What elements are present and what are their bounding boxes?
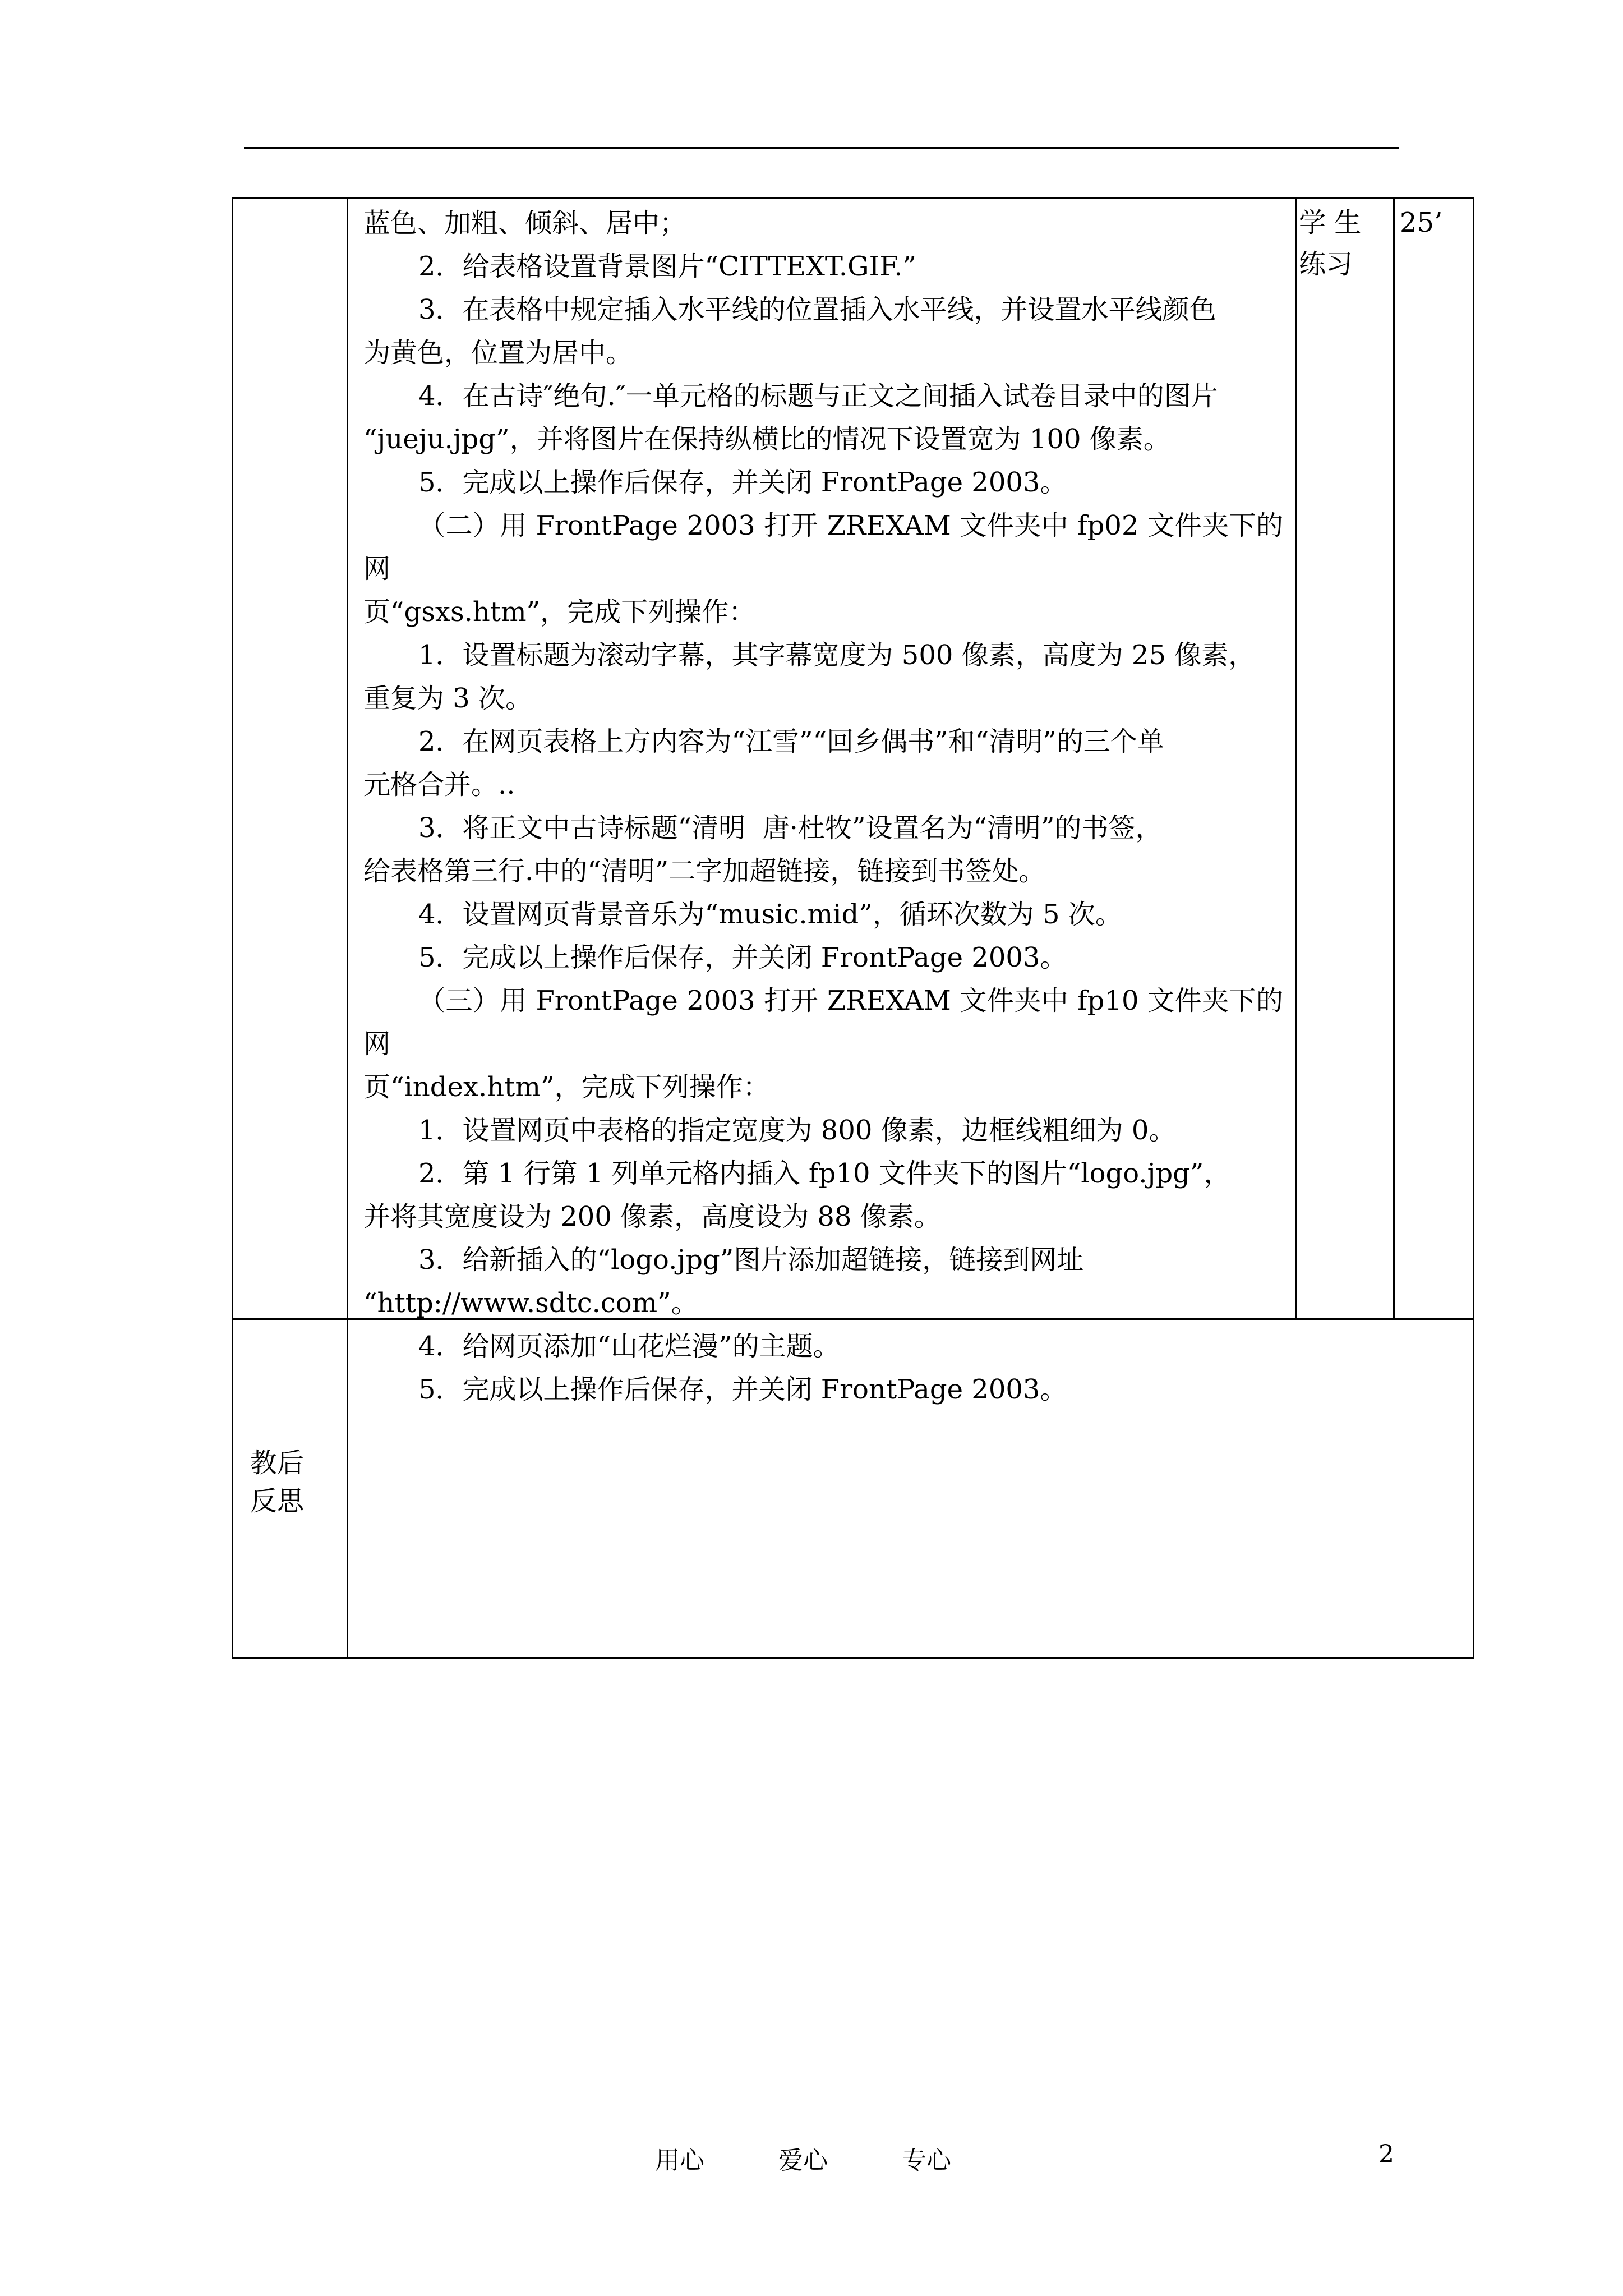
instruction-line: 3．在表格中规定插入水平线的位置插入水平线，并设置水平线颜色	[418, 294, 1216, 325]
instruction-line: 3．将正文中古诗标题“清明 唐·杜牧”设置名为“清明”的书签，	[418, 812, 1163, 844]
instruction-line: 页“gsxs.htm”，完成下列操作：	[363, 596, 756, 628]
reflection-line: 反思	[250, 1485, 305, 1517]
instruction-line: 4．设置网页背景音乐为“music.mid”，循环次数为 5 次。	[418, 899, 1122, 930]
time-cell: 25’	[1400, 207, 1443, 238]
instruction-line: 元格合并。..	[363, 769, 515, 800]
instruction-line: 2．在网页表格上方内容为“江雪”“回乡偶书”和“清明”的三个单	[418, 726, 1164, 757]
instruction-line: 5．完成以上操作后保存，并关闭 FrontPage 2003。	[418, 942, 1067, 973]
instruction-line: 2．给表格设置背景图片“CITTEXT.GIF.”	[418, 251, 917, 282]
instruction-line: 重复为 3 次。	[363, 683, 533, 714]
instruction-line: 4．在古诗″绝句.″一单元格的标题与正文之间插入试卷目录中的图片	[418, 380, 1218, 412]
instruction-line: 2．第 1 行第 1 列单元格内插入 fp10 文件夹下的图片“logo.jpg”，	[418, 1158, 1231, 1189]
activity-line: 练习	[1299, 249, 1353, 280]
instruction-line: 给表格第三行.中的“清明”二字加超链接，链接到书签处。	[363, 855, 1046, 887]
col-divider-3	[1393, 199, 1395, 1318]
instruction-line: 5．完成以上操作后保存，并关闭 FrontPage 2003。	[418, 467, 1067, 498]
col-divider-2	[1295, 199, 1297, 1318]
instructions-cell	[363, 202, 1283, 1411]
motto-word: 专心	[902, 2146, 951, 2175]
instruction-line: 为黄色，位置为居中。	[363, 337, 633, 369]
activity-line: 学 生	[1299, 207, 1362, 238]
instruction-line: （三）用 FrontPage 2003 打开 ZREXAM 文件夹中 fp10 文件夹下的网	[363, 985, 1283, 1060]
instruction-line: “jueju.jpg”，并将图片在保持纵横比的情况下设置宽为 100 像素。	[363, 424, 1170, 455]
page-number: 2	[1378, 2140, 1394, 2169]
instruction-line: 4．给网页添加“山花烂漫”的主题。	[418, 1331, 840, 1362]
reflection-label	[250, 1444, 334, 1520]
lesson-table	[232, 197, 1474, 1659]
motto-word: 用心	[655, 2146, 704, 2175]
header-rule	[244, 147, 1399, 149]
reflection-line: 教后	[250, 1447, 305, 1479]
instruction-line: 页“index.htm”，完成下列操作：	[363, 1071, 770, 1103]
instruction-line: 1．设置标题为滚动字幕，其字幕宽度为 500 像素，高度为 25 像素，	[418, 639, 1256, 671]
instruction-line: 1．设置网页中表格的指定宽度为 800 像素，边框线粗细为 0。	[418, 1115, 1176, 1146]
motto-word: 爱心	[778, 2146, 828, 2175]
footer-motto	[655, 2140, 1017, 2176]
instruction-line: 并将其宽度设为 200 像素，高度设为 88 像素。	[363, 1201, 941, 1232]
instruction-line: 蓝色、加粗、倾斜、居中；	[363, 208, 687, 239]
activity-cell	[1299, 202, 1383, 285]
col-divider-1	[347, 199, 348, 1659]
instruction-line: “http://www.sdtc.com”。	[363, 1287, 698, 1319]
instruction-line: （二）用 FrontPage 2003 打开 ZREXAM 文件夹中 fp02 文件夹下的网	[363, 510, 1283, 585]
instruction-line: 5．完成以上操作后保存，并关闭 FrontPage 2003。	[418, 1374, 1067, 1405]
instruction-line: 3．给新插入的“logo.jpg”图片添加超链接，链接到网址	[418, 1244, 1084, 1276]
